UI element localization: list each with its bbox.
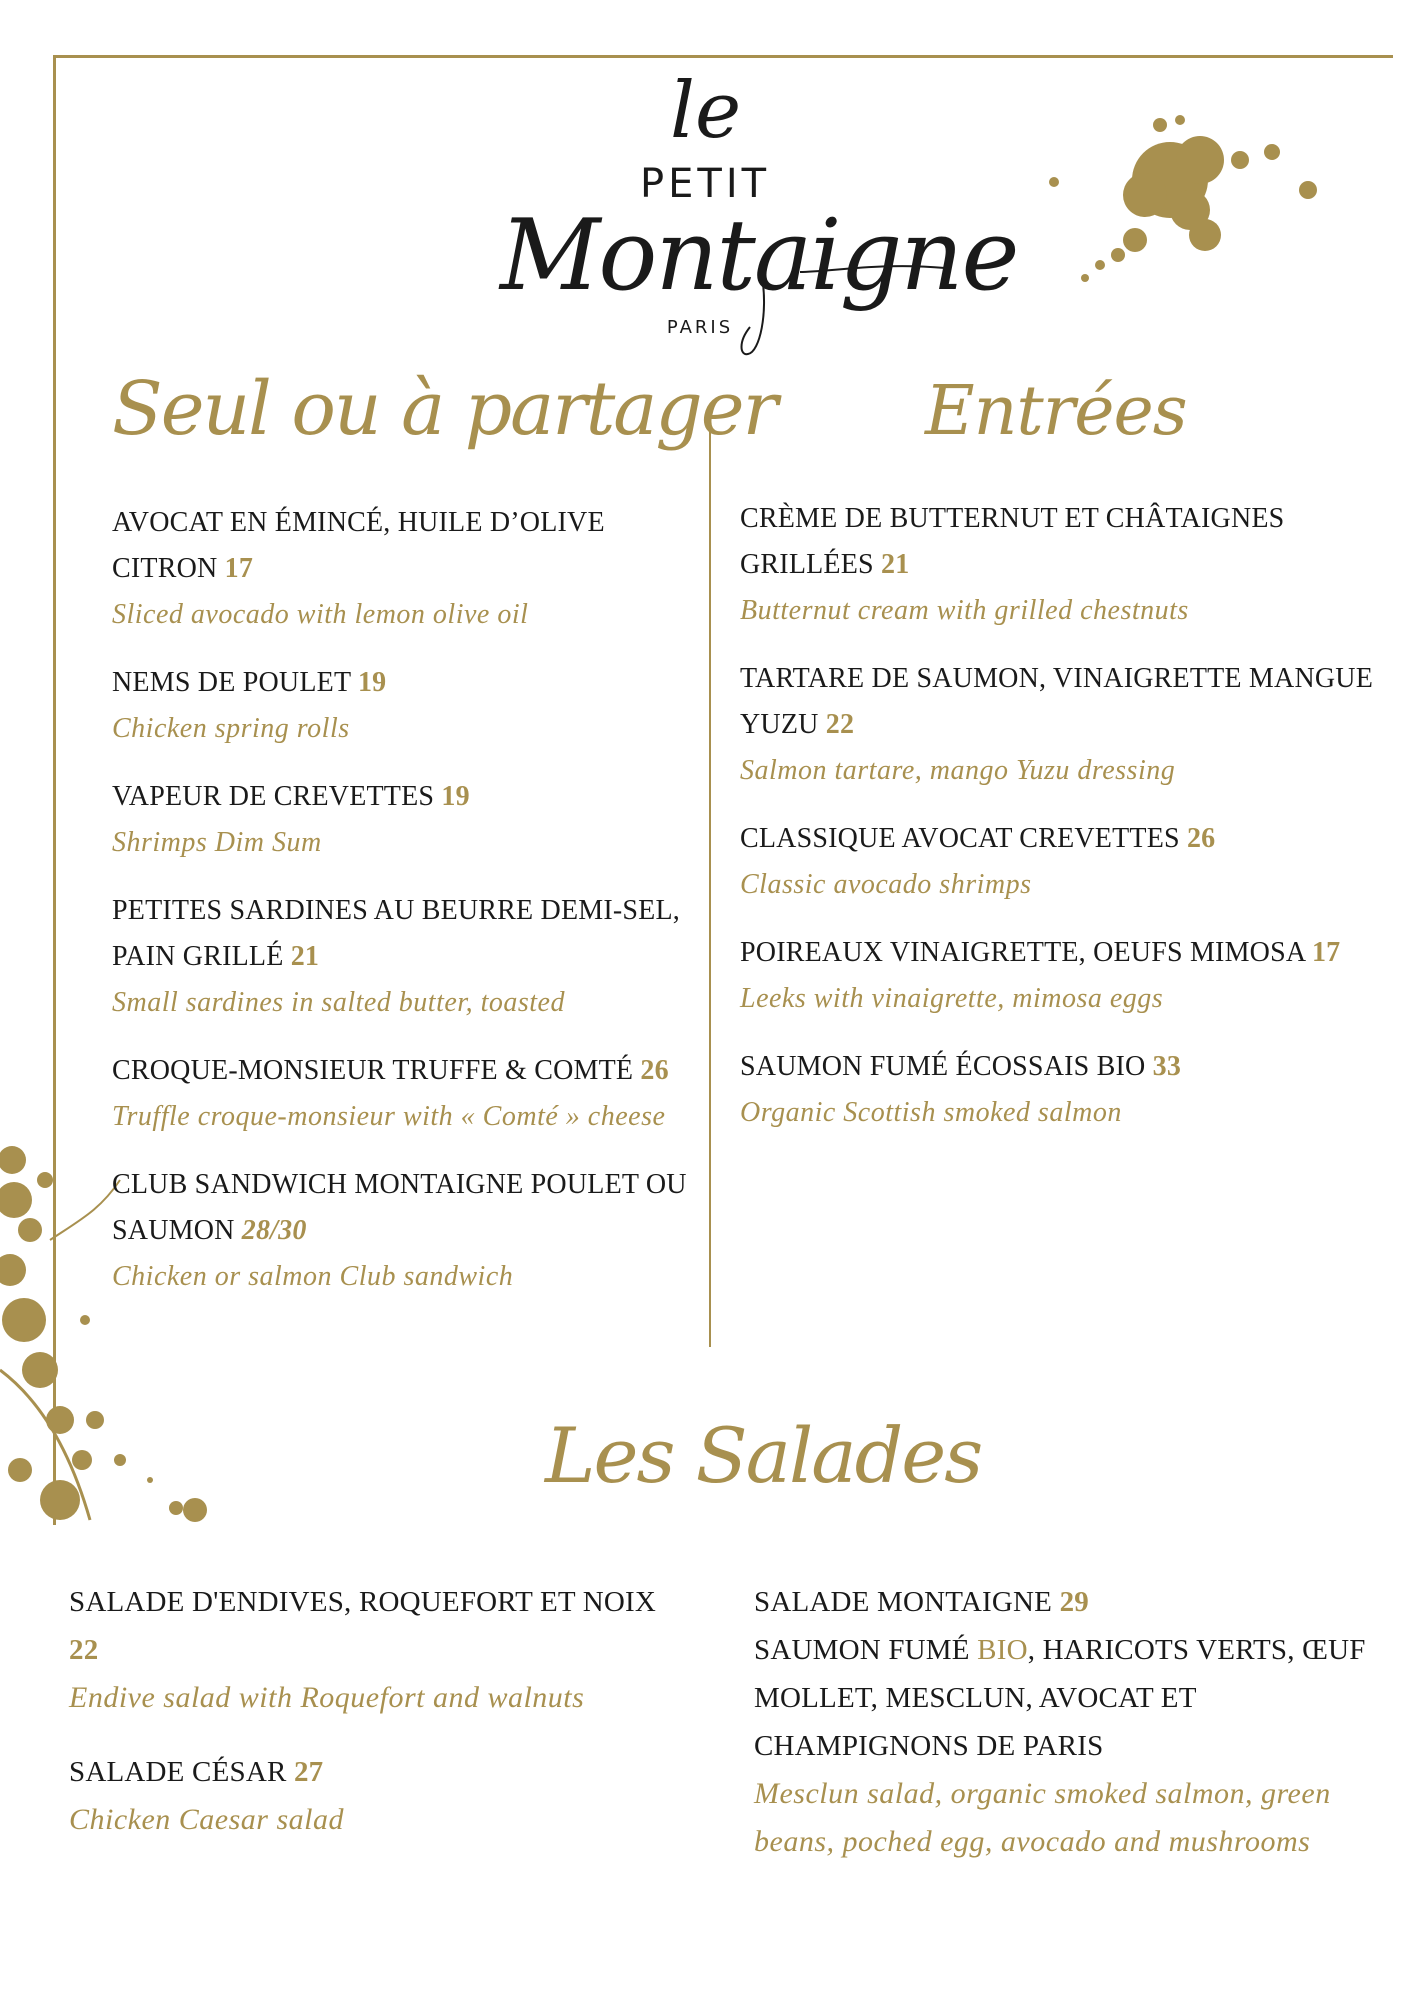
dish-name: PETITES SARDINES AU BEURRE DEMI-SEL, PAIN GRILLÉ 21: [112, 895, 680, 972]
entrees-menu-list: [740, 496, 1380, 1158]
frame-top-border: [53, 55, 1393, 58]
gold-splash-top-icon: [1040, 100, 1340, 300]
dish-price: 17: [1311, 937, 1341, 968]
dish-description: Chicken Caesar salad: [69, 1803, 344, 1836]
salades-left-list: [69, 1578, 689, 1870]
dish-name: NEMS DE POULET 19: [112, 667, 387, 698]
menu-item: [69, 1578, 689, 1722]
dish-description: Organic Scottish smoked salmon: [740, 1097, 1122, 1128]
dish-name: SAUMON FUMÉ ÉCOSSAIS BIO 33: [740, 1051, 1182, 1082]
dish-description: Small sardines in salted butter, toasted: [112, 987, 565, 1018]
dish-price: 28/30: [241, 1215, 307, 1246]
dish-price: 22: [825, 709, 855, 740]
dish-price: 19: [357, 667, 387, 698]
dish-name: TARTARE DE SAUMON, VINAIGRETTE MANGUE YUZU 22: [740, 663, 1374, 740]
dish-description: Chicken or salmon Club sandwich: [112, 1261, 514, 1292]
menu-item: [69, 1748, 689, 1844]
dish-description: Shrimps Dim Sum: [112, 827, 322, 858]
dish-name: POIREAUX VINAIGRETTE, OEUFS MIMOSA 17: [740, 937, 1341, 968]
dish-description: Endive salad with Roquefort and walnuts: [69, 1681, 585, 1714]
dish-name: SALADE D'ENDIVES, ROQUEFORT ET NOIX 22: [69, 1586, 656, 1666]
section-title-entrees: Entrées: [925, 372, 1187, 451]
menu-item: [112, 774, 702, 866]
section-title-salades: Les Salades: [545, 1411, 982, 1500]
menu-item: [740, 816, 1380, 908]
logo-city: PARIS: [666, 317, 734, 338]
dish-name: CLUB SANDWICH MONTAIGNE POULET OU SAUMON 28/30: [112, 1169, 687, 1246]
dish-price: 19: [441, 781, 470, 812]
dish-price: 21: [881, 549, 910, 580]
dish-price: 26: [640, 1055, 669, 1086]
logo-montaigne: Montaigne: [500, 199, 1018, 313]
menu-item: [754, 1578, 1394, 1866]
dish-ingredients: SAUMON FUMÉ BIO, HARICOTS VERTS, ŒUF MOLLET, MESCLUN, AVOCAT ET CHAMPIGNONS DE PARIS: [754, 1634, 1366, 1762]
dish-name: CROQUE-MONSIEUR TRUFFE & COMTÉ 26: [112, 1055, 669, 1086]
dish-name: CRÈME DE BUTTERNUT ET CHÂTAIGNES GRILLÉES 21: [740, 503, 1285, 580]
menu-item: [740, 1044, 1380, 1136]
dish-description: Salmon tartare, mango Yuzu dressing: [740, 755, 1176, 786]
column-divider: [709, 405, 711, 1347]
menu-item: [740, 496, 1380, 634]
dish-price: 21: [290, 941, 320, 972]
menu-item: [740, 656, 1380, 794]
dish-description: Leeks with vinaigrette, mimosa eggs: [740, 983, 1164, 1014]
dish-name: SALADE MONTAIGNE 29: [754, 1586, 1089, 1618]
dish-price: 17: [224, 553, 254, 584]
dish-name: CLASSIQUE AVOCAT CREVETTES 26: [740, 823, 1216, 854]
restaurant-logo: [500, 66, 1018, 362]
dish-price: 33: [1152, 1051, 1182, 1082]
menu-item: [112, 1048, 702, 1140]
logo-petit: PETIT: [640, 161, 771, 207]
menu-item: [740, 930, 1380, 1022]
menu-item: [112, 1162, 702, 1300]
section-title-seul: Seul ou à partager: [112, 366, 776, 452]
logo-le: le: [670, 66, 742, 156]
seul-menu-list: [112, 500, 702, 1322]
dish-name: SALADE CÉSAR 27: [69, 1756, 324, 1788]
dish-name: VAPEUR DE CREVETTES 19: [112, 781, 470, 812]
menu-item: [112, 500, 702, 638]
dish-description: Classic avocado shrimps: [740, 869, 1032, 900]
menu-item: [112, 888, 702, 1026]
salades-right-list: [754, 1578, 1394, 1892]
dish-description: Butternut cream with grilled chestnuts: [740, 595, 1189, 626]
dish-name: AVOCAT EN ÉMINCÉ, HUILE D’OLIVE CITRON 17: [112, 507, 605, 584]
menu-item: [112, 660, 702, 752]
dish-description: Chicken spring rolls: [112, 713, 350, 744]
bio-highlight: BIO: [977, 1634, 1028, 1666]
dish-price: 27: [293, 1756, 324, 1788]
dish-description: Sliced avocado with lemon olive oil: [112, 599, 529, 630]
dish-description: Mesclun salad, organic smoked salmon, green beans, poched egg, avocado and mushrooms: [754, 1777, 1331, 1858]
dish-description: Truffle croque-monsieur with « Comté » cheese: [112, 1101, 666, 1132]
dish-price: 29: [1059, 1586, 1089, 1618]
dish-price: 22: [69, 1634, 99, 1666]
dish-price: 26: [1186, 823, 1216, 854]
